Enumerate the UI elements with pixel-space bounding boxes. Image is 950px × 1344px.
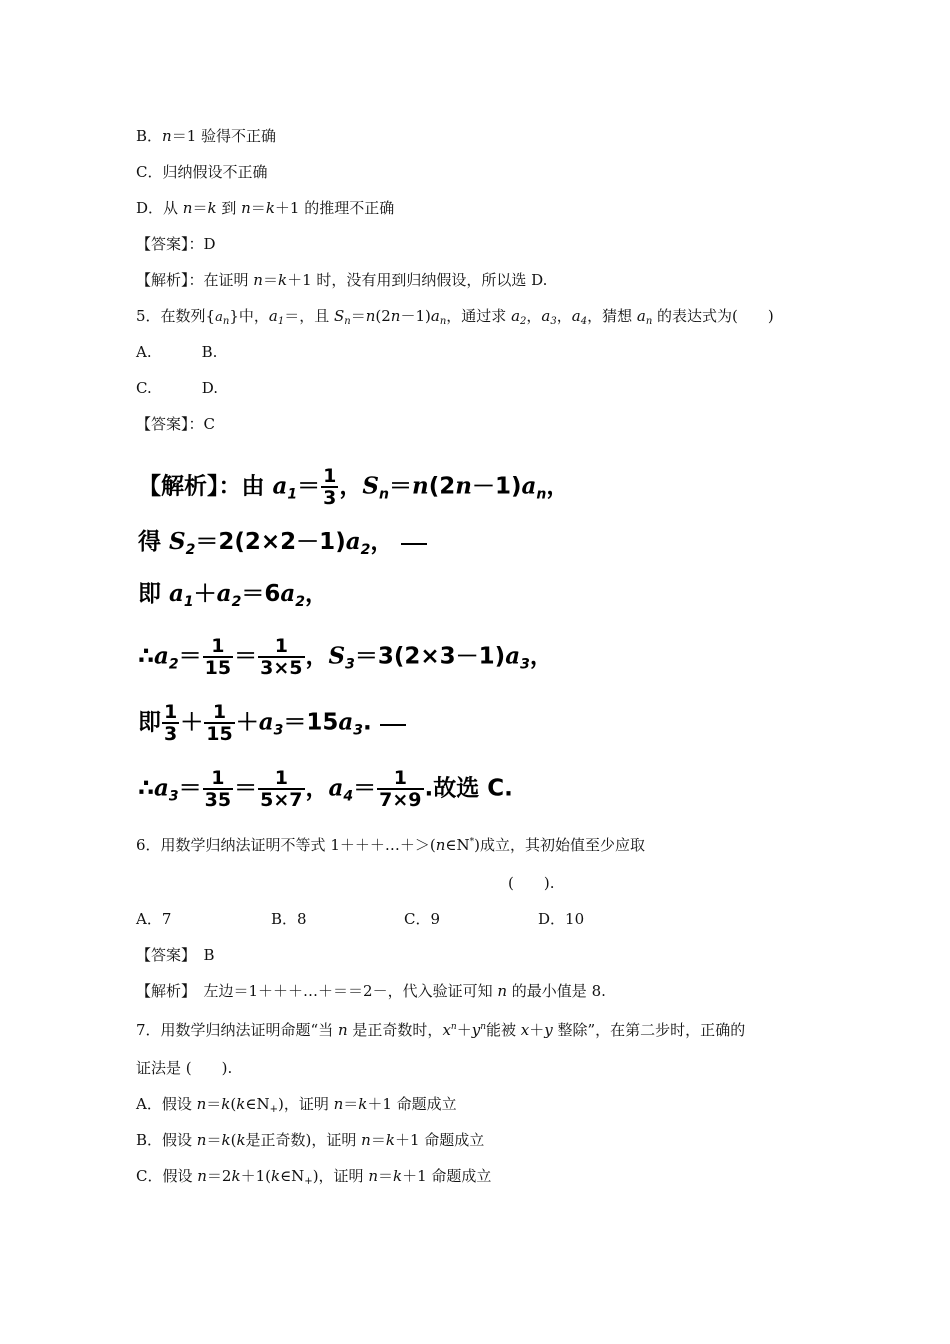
text: ＝ <box>297 473 321 500</box>
text: 6．用数学归纳法证明不等式 1＋＋＋…＋＞( <box>136 836 436 854</box>
den: 3 <box>164 723 178 745</box>
var: k <box>207 199 217 217</box>
num: 1 <box>164 701 178 723</box>
sub: 1 <box>277 316 285 327</box>
text: ＋1 命题成立 <box>394 1131 485 1149</box>
underline-mark <box>401 543 427 545</box>
den: 3×5 <box>260 657 303 679</box>
text: )，证明 <box>312 1167 369 1185</box>
option-a: A. <box>136 343 152 361</box>
text: ＝ <box>262 271 278 289</box>
q6-stem <box>136 832 645 855</box>
var: a <box>521 472 537 500</box>
text: ＝ <box>377 1167 393 1185</box>
text: ， <box>529 643 553 670</box>
text: 的表达式为( ) <box>652 307 774 325</box>
var: a <box>154 774 169 802</box>
text: (2 <box>375 307 391 325</box>
q5-stem <box>136 306 774 332</box>
text: ∈N <box>280 1167 305 1185</box>
text: ＝ <box>206 1131 222 1149</box>
text: ∈N <box>245 1095 270 1113</box>
text: ＝ <box>234 775 258 802</box>
q5-solution-line-1 <box>138 466 569 509</box>
text: ， <box>305 581 328 607</box>
sup: * <box>469 837 475 847</box>
var: a <box>169 580 184 607</box>
text: ＋1( <box>240 1167 271 1185</box>
var: x <box>520 1021 530 1039</box>
q6-option-c: C．9 <box>404 910 441 928</box>
text: ＝ <box>370 1131 386 1149</box>
q5-options-ab <box>136 342 217 362</box>
sub: 1 <box>287 486 298 503</box>
q4-option-d <box>136 198 394 218</box>
num: 1 <box>393 767 407 789</box>
sub: 2 <box>520 316 527 327</box>
sub: 2 <box>231 594 242 610</box>
q7-option-c <box>136 1166 491 1192</box>
text: A．假设 <box>136 1095 197 1113</box>
var: n <box>497 982 508 1000</box>
var: k <box>385 1131 395 1149</box>
var: a <box>345 528 361 555</box>
sub: 3 <box>353 722 364 739</box>
var: a <box>511 307 521 325</box>
var: n <box>390 307 401 325</box>
var: a <box>328 774 344 802</box>
fraction <box>162 702 179 744</box>
text: C．假设 <box>136 1167 198 1185</box>
text: ， <box>339 473 363 500</box>
text: 的最小值是 8. <box>507 982 606 1000</box>
var: n <box>337 1021 348 1039</box>
var: a <box>216 580 232 607</box>
den: 15 <box>206 723 233 745</box>
q5-options-cd <box>136 378 218 398</box>
text: 是正奇数时， <box>347 1021 443 1039</box>
var: n <box>162 127 172 145</box>
q4-analysis <box>136 270 547 290</box>
sub: 4 <box>580 316 588 327</box>
var: n <box>361 1131 371 1149</box>
var: k <box>358 1095 368 1113</box>
q6-option-a: A．7 <box>136 910 172 928</box>
var: k <box>270 1167 281 1185</box>
text: ＋ <box>456 1021 472 1039</box>
sub: 2 <box>168 656 179 673</box>
text: ＋1 命题成立 <box>402 1167 492 1185</box>
var: n <box>412 472 429 500</box>
q5-solution-line-4 <box>138 636 553 679</box>
sup: n <box>450 1022 457 1032</box>
var: n <box>253 271 263 289</box>
text: ＝2(2×2－1) <box>195 529 346 555</box>
q5-answer: 【答案】：C <box>136 415 215 433</box>
fraction <box>203 636 233 678</box>
text: ＝2 <box>206 1167 232 1185</box>
text: )，证明 <box>277 1095 334 1113</box>
var: k <box>265 199 275 217</box>
text: ， <box>370 529 394 555</box>
var: S <box>169 528 186 555</box>
option-b: B. <box>201 343 218 361</box>
underline-mark <box>380 724 406 726</box>
option-d: D. <box>201 379 218 397</box>
fraction <box>203 768 233 810</box>
var: S <box>333 307 345 325</box>
text: ， <box>526 307 542 325</box>
var: n <box>196 1131 207 1149</box>
sub: 2 <box>295 594 305 610</box>
text: ＝ <box>250 199 266 217</box>
text: ( <box>230 1095 237 1113</box>
text: ＋1 命题成立 <box>367 1095 457 1113</box>
var: n <box>196 1095 207 1113</box>
text: ＋ <box>529 1021 545 1039</box>
sub: 2 <box>360 542 371 558</box>
den: 5×7 <box>260 789 303 811</box>
text: . <box>363 709 372 736</box>
den: 15 <box>204 657 232 679</box>
sub: 3 <box>550 316 557 327</box>
text: ＋ <box>180 709 204 736</box>
var: a <box>280 580 296 607</box>
text: ， <box>305 775 329 802</box>
q7-stem-line-1 <box>136 1017 745 1040</box>
fraction <box>258 636 304 678</box>
var: a <box>215 310 223 325</box>
var: k <box>236 1095 246 1113</box>
text: 7．用数学归纳法证明命题“当 <box>136 1021 338 1039</box>
sub: 3 <box>520 656 530 673</box>
num: 1 <box>274 635 288 657</box>
text: ∈N <box>445 836 470 854</box>
text: 【解析】：由 <box>138 473 273 500</box>
var: k <box>221 1131 231 1149</box>
sub: n <box>222 316 230 327</box>
num: 1 <box>323 465 337 487</box>
text: ，通过求 <box>446 307 512 325</box>
den: 35 <box>204 789 232 811</box>
sup: n <box>480 1022 486 1032</box>
text: (2 <box>428 473 456 500</box>
var: a <box>571 307 581 325</box>
text: ＝6 <box>241 581 281 607</box>
sub: 4 <box>343 788 354 805</box>
var: n <box>435 836 446 854</box>
text: 即 <box>138 709 161 736</box>
var: n <box>241 199 251 217</box>
q6-option-b: B．8 <box>271 910 307 928</box>
text: D．从 <box>136 199 183 217</box>
text: ＝ <box>389 473 412 500</box>
sub: n <box>536 486 547 503</box>
q6-answer: 【答案】 B <box>136 946 215 964</box>
q5-solution-line-6 <box>138 768 513 811</box>
text: 到 <box>216 199 242 217</box>
q4-option-c: C．归纳假设不正确 <box>136 163 268 181</box>
num: 1 <box>212 701 227 723</box>
var: a <box>430 307 440 325</box>
text: ＋1 时，没有用到归纳假设，所以选 D. <box>287 271 548 289</box>
text: ∴ <box>138 775 155 802</box>
text: .故选 C. <box>424 775 513 802</box>
text: ＝，且 <box>284 307 334 325</box>
var: y <box>544 1021 553 1039</box>
text: －1) <box>400 307 431 325</box>
sub: 3 <box>273 722 284 739</box>
q6-paren: ( ). <box>508 874 555 892</box>
text: 【解析】 左边＝1＋＋＋…＋＝＝2－，代入验证可知 <box>136 982 498 1000</box>
sub: n <box>439 316 447 327</box>
sub: + <box>304 1176 313 1187</box>
q5-solution-line-5 <box>138 702 406 745</box>
q5-solution-line-2 <box>138 528 427 564</box>
q4-answer: 【答案】：D <box>136 235 216 253</box>
num: 1 <box>211 635 225 657</box>
text: ， <box>305 643 329 670</box>
var: k <box>393 1167 403 1185</box>
var: a <box>268 307 278 325</box>
var: a <box>636 307 646 325</box>
text: ＝ <box>234 643 258 670</box>
sub: 3 <box>168 788 179 805</box>
text: ＝ <box>178 643 202 670</box>
text: －1) <box>471 473 522 500</box>
var: k <box>236 1131 246 1149</box>
var: n <box>333 1095 344 1113</box>
sub: 3 <box>345 656 355 673</box>
text: ∴ <box>138 643 155 670</box>
var: a <box>272 472 288 500</box>
den: 7×9 <box>379 789 422 811</box>
var: n <box>182 199 193 217</box>
q7-option-a <box>136 1094 457 1120</box>
q7-stem-line-2: 证法是 ( ). <box>136 1059 233 1077</box>
var: a <box>258 708 274 736</box>
text: ＝ <box>178 775 202 802</box>
text: ＝15 <box>283 709 339 736</box>
var: x <box>442 1021 451 1039</box>
text: )成立，其初始值至少应取 <box>474 836 645 854</box>
num: 1 <box>274 767 288 789</box>
sub: n <box>379 486 389 503</box>
fraction <box>377 768 423 810</box>
sub: n <box>344 316 351 327</box>
var: a <box>338 708 354 736</box>
var: n <box>365 307 376 325</box>
num: 1 <box>211 767 225 789</box>
var: S <box>362 472 380 500</box>
var: S <box>328 642 346 670</box>
fraction <box>204 702 234 744</box>
var: n <box>455 472 472 500</box>
q4-option-b <box>136 126 276 146</box>
sub: n <box>645 316 653 327</box>
text: 5．在数列{ <box>136 307 216 325</box>
option-c: C. <box>136 379 152 397</box>
text: }中， <box>229 307 269 325</box>
fraction <box>321 466 338 508</box>
text: 【解析】：在证明 <box>136 271 254 289</box>
fraction <box>258 768 304 810</box>
text: B．假设 <box>136 1131 197 1149</box>
text: ＋ <box>193 581 217 607</box>
var: a <box>541 307 551 325</box>
text: ，猜想 <box>587 307 637 325</box>
sub: 2 <box>185 542 196 558</box>
q6-option-d: D．10 <box>538 910 585 928</box>
text: 得 <box>138 529 170 555</box>
sub: + <box>269 1104 278 1115</box>
text: 能被 <box>486 1021 521 1039</box>
text: ＝ <box>350 307 366 325</box>
text: 即 <box>138 581 170 607</box>
text: ＋1 的推理不正确 <box>274 199 395 217</box>
var: y <box>471 1021 481 1039</box>
q7-option-b <box>136 1130 484 1150</box>
var: a <box>505 642 521 670</box>
text: ＋ <box>235 709 259 736</box>
text: ＝ <box>206 1095 222 1113</box>
var: k <box>277 271 288 289</box>
var: k <box>231 1167 241 1185</box>
sub: 1 <box>183 594 194 610</box>
var: a <box>154 642 169 670</box>
den: 3 <box>323 487 337 509</box>
text: ( <box>230 1131 237 1149</box>
text: ＝ <box>353 775 377 802</box>
text: ＝ <box>343 1095 359 1113</box>
text: ， <box>546 473 570 500</box>
q5-solution-line-3 <box>138 580 328 616</box>
text: ， <box>556 307 572 325</box>
text: ＝ <box>192 199 208 217</box>
var: k <box>221 1095 231 1113</box>
text: 是正奇数)，证明 <box>245 1131 362 1149</box>
text: B． <box>136 127 163 145</box>
q6-analysis <box>136 981 606 1001</box>
text: ＝1 验得不正确 <box>171 127 277 145</box>
var: n <box>368 1167 378 1185</box>
var: n <box>197 1167 207 1185</box>
text: 整除”，在第二步时，正确的 <box>552 1021 746 1039</box>
text: ＝3(2×3－1) <box>354 643 506 670</box>
